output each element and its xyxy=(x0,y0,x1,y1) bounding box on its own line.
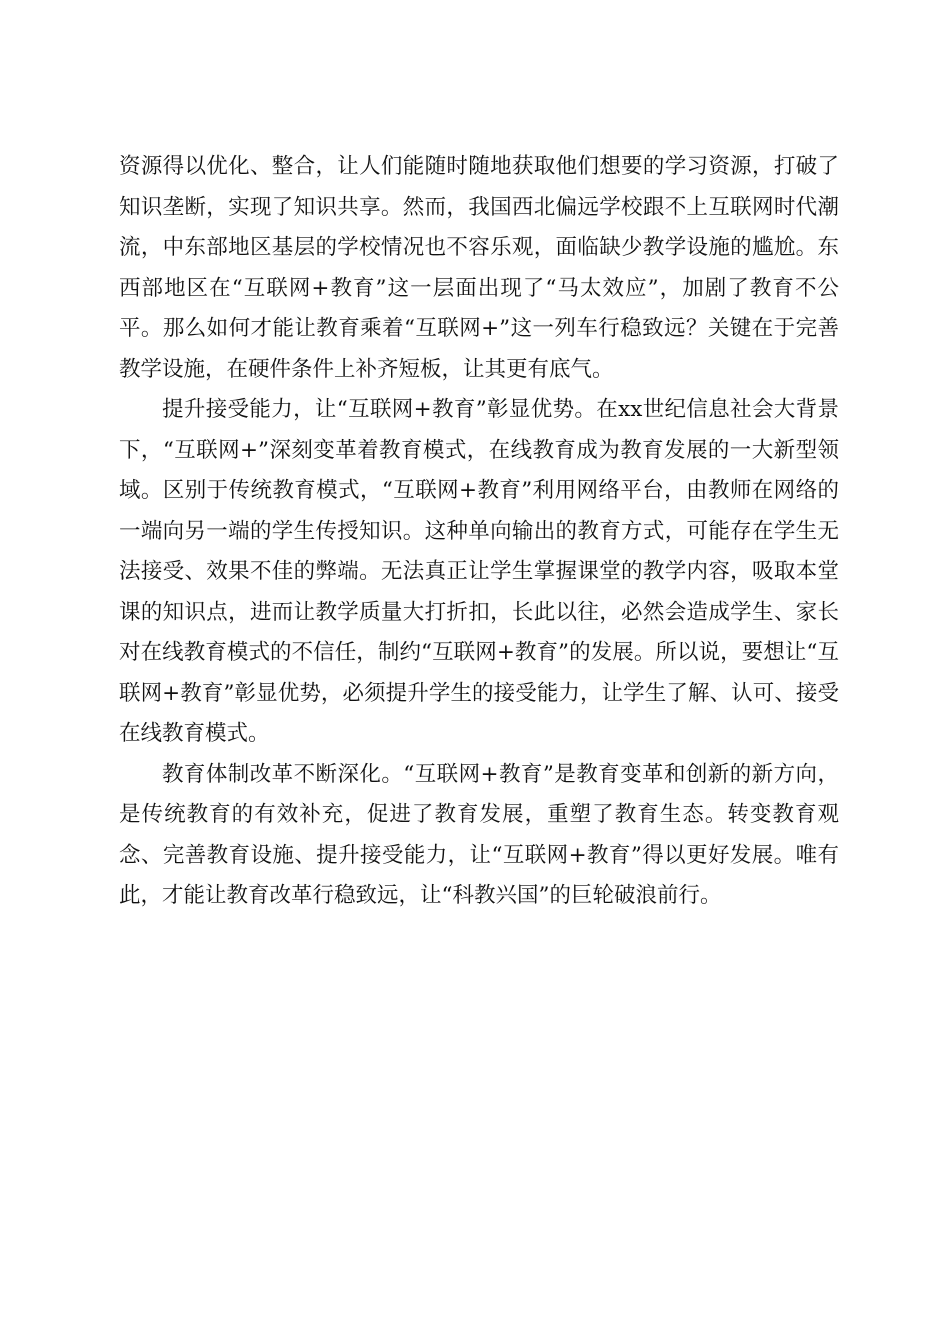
paragraph-1: 资源得以优化、整合，让人们能随时随地获取他们想要的学习资源，打破了知识垄断，实现了知识共享。然而，我国西北偏远学校跟不上互联网时代潮流，中东部地区基层的学校情况也不容乐观，面临缺少教学设施的尴尬。东西部地区在“互联网+教育”这一层面出现了“马太效应”，加剧了教育不公平。那么如何才能让教育乘着“互联网+”这一列车行稳致远？关键在于完善教学设施，在硬件条件上补齐短板，让其更有底气。 xyxy=(119,154,839,382)
paragraph-2: 提升接受能力，让“互联网+教育”彰显优势。在xx世纪信息社会大背景下，“互联网+”深刻变革着教育模式，在线教育成为教育发展的一大新型领域。区别于传统教育模式，“互联网+教育”利用网络平台，由教师在网络的一端向另一端的学生传授知识。这种单向输出的教育方式，可能存在学生无法接受、效果不佳的弊端。无法真正让学生掌握课堂的教学内容，吸取本堂课的知识点，进而让教学质量大打折扣，长此以往，必然会造成学生、家长对在线教育模式的不信任，制约“互联网+教育”的发展。所以说，要想让“互联网+教育”彰显优势，必须提升学生的接受能力，让学生了解、认可、接受在线教育模式。 xyxy=(119,397,839,746)
paragraph-3: 教育体制改革不断深化。“互联网+教育”是教育变革和创新的新方向，是传统教育的有效补充，促进了教育发展，重塑了教育生态。转变教育观念、完善教育设施、提升接受能力，让“互联网+教育”得以更好发展。唯有此，才能让教育改革行稳致远，让“科教兴国”的巨轮破浪前行。 xyxy=(119,761,839,908)
document-body xyxy=(119,147,839,917)
